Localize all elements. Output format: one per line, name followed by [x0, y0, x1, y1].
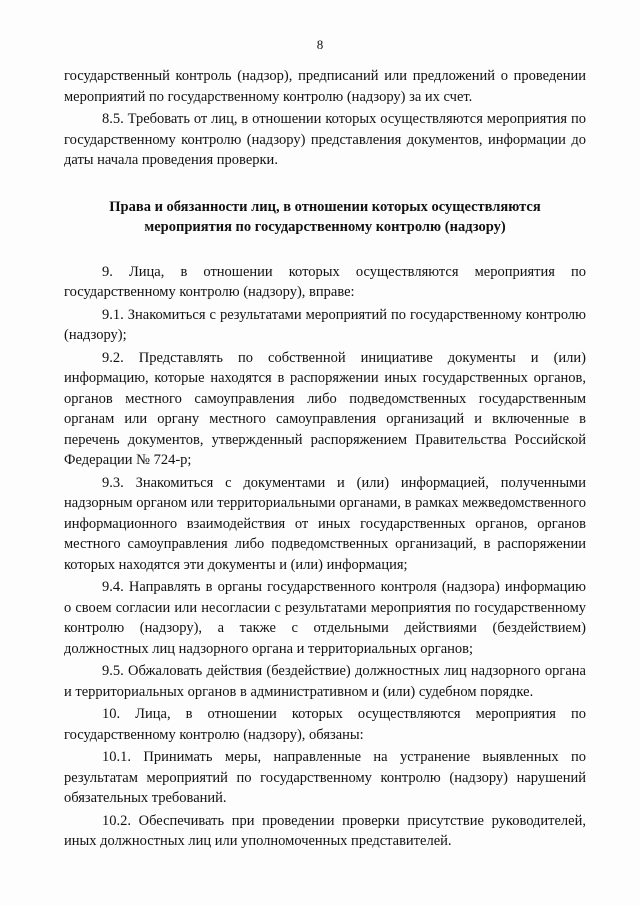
paragraph-8-5: 8.5. Требовать от лиц, в отношении которых осуществляются мероприятия по государственному контролю (надзору) представления документов, информации до даты начала проведения проверки.	[64, 111, 586, 168]
paragraph-10-1: 10.1. Принимать меры, направленные на устранение выявленных по результатам мероприятий по государственному контролю (надзору) нарушений обязательных требований.	[64, 749, 586, 806]
paragraph-9-1: 9.1. Знакомиться с результатами мероприятий по государственному контролю (надзору);	[64, 306, 586, 343]
section-title-line-1: Права и обязанности лиц, в отношении которых осуществляются	[109, 198, 541, 215]
section-title-line-2: мероприятия по государственному контролю (надзору)	[144, 219, 506, 235]
paragraph-10-2: 10.2. Обеспечивать при проведении проверки присутствие руководителей, иных должностных лиц или уполномоченных представителей.	[64, 812, 586, 849]
section-title	[64, 197, 586, 238]
paragraph-10: 10. Лица, в отношении которых осуществляются мероприятия по государственному контролю (надзору), обязаны:	[64, 706, 586, 743]
document-body	[64, 66, 586, 854]
paragraph-9: 9. Лица, в отношении которых осуществляются мероприятия по государственному контролю (надзору), вправе:	[64, 263, 586, 300]
page-number: 8	[316, 37, 324, 52]
paragraph-9-5: 9.5. Обжаловать действия (бездействие) должностных лиц надзорного органа и территориальных органов в административном и (или) судебном порядке.	[64, 663, 586, 700]
paragraph-9-3: 9.3. Знакомиться с документами и (или) информацией, полученными надзорным органом или территориальными органами, в рамках межведомственного информационного взаимодействия от иных государственных органов, органов местного самоуправления либо подведомственных организаций, в распоряжении которых находятся эти документы и (или) информация;	[64, 474, 586, 573]
paragraph-9-2: 9.2. Представлять по собственной инициативе документы и (или) информацию, которые находятся в распоряжении иных государственных органов, органов местного самоуправления либо подведомственных государственным органам или органу местного самоуправления организаций и включенные в перечень документов, утвержденный распоряжением Правительства Российской Федерации № 724-р;	[64, 349, 586, 468]
continuation-paragraph: государственный контроль (надзор), предписаний или предложений о проведении мероприятий по государственному контролю (надзору) за их счет.	[64, 68, 586, 105]
paragraph-9-4: 9.4. Направлять в органы государственного контроля (надзора) информацию о своем согласии или несогласии с результатами мероприятия по государственному контролю (надзору), а также с отдельными действиями (бездействием) должностных лиц надзорного органа и территориальных органов;	[64, 579, 586, 657]
